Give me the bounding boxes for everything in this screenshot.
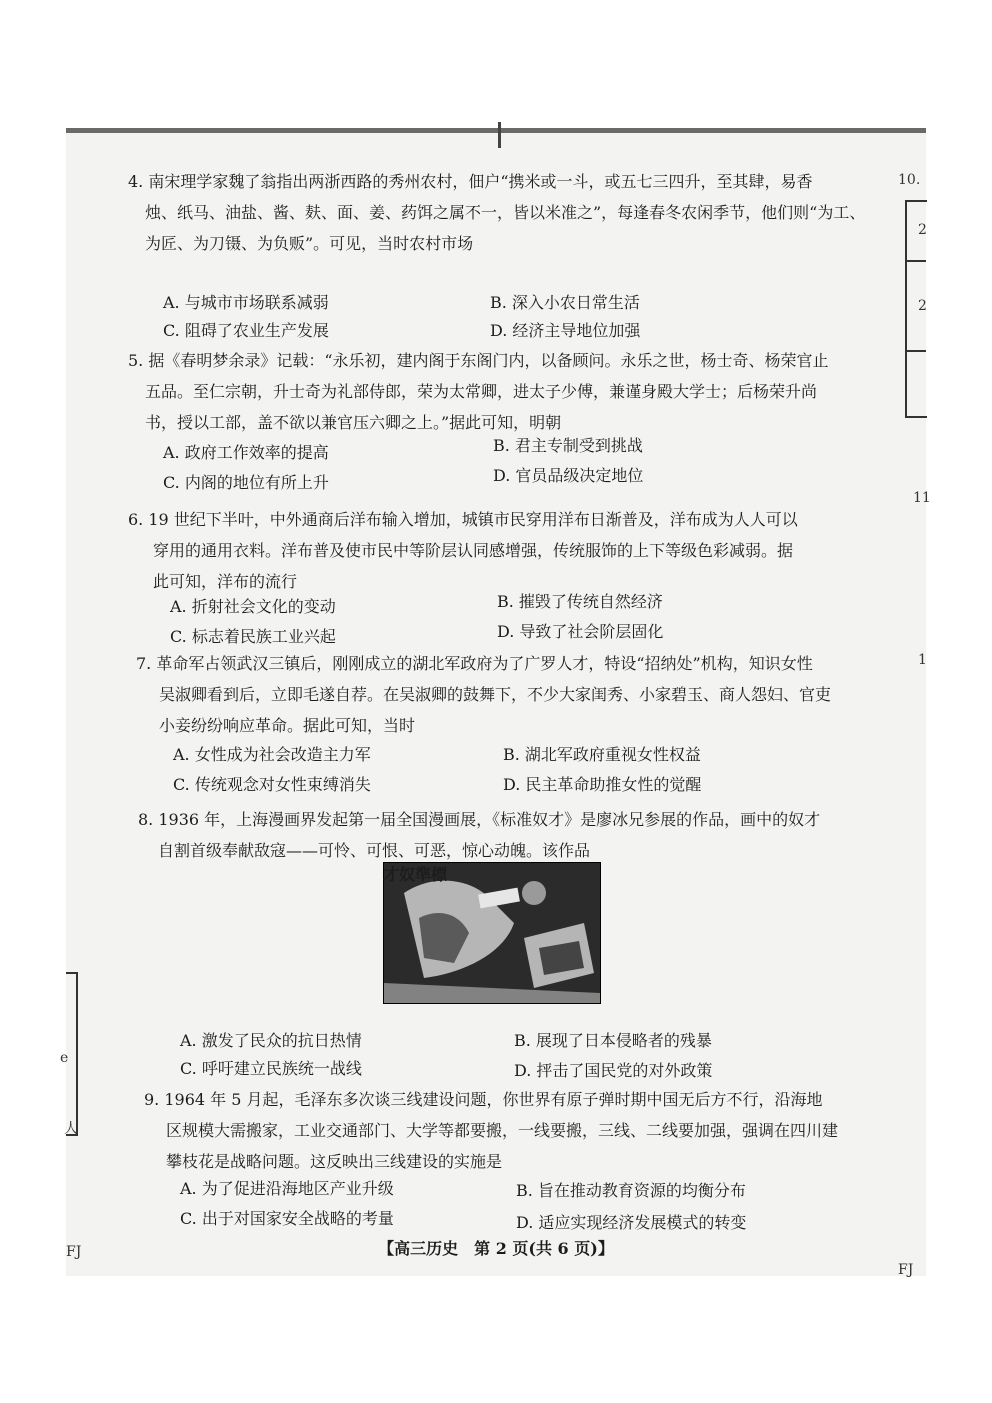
question-7-option-c[interactable]: C. 传统观念对女性束缚消失 [173, 775, 371, 794]
question-5-line-3: 书，授以工部，盖不欲以兼官压六卿之上。”据此可知，明朝 [145, 413, 562, 432]
question-5 [128, 345, 848, 438]
question-6 [128, 504, 848, 597]
edge-table-cell-2: 2 [918, 298, 927, 314]
question-7-line-1: 7. 革命军占领武汉三镇后，刚刚成立的湖北军政府为了广罗人才，特设“招纳处”机构，知识女性 [136, 654, 813, 673]
question-4 [128, 166, 866, 259]
edge-question-mark: 1 [918, 652, 927, 668]
question-6-option-b[interactable]: B. 摧毁了传统自然经济 [497, 592, 663, 611]
question-9-option-d[interactable]: D. 适应实现经济发展模式的转变 [516, 1213, 747, 1232]
question-5-option-c[interactable]: C. 内阁的地位有所上升 [163, 473, 329, 492]
binding-mark [498, 122, 501, 148]
question-5-option-b[interactable]: B. 君主专制受到挑战 [493, 436, 643, 455]
question-9-option-a[interactable]: A. 为了促进沿海地区产业升级 [180, 1179, 394, 1198]
question-4-option-c[interactable]: C. 阻碍了农业生产发展 [163, 321, 329, 340]
question-8 [128, 804, 848, 866]
question-7-option-d[interactable]: D. 民主革命助推女性的觉醒 [503, 775, 702, 794]
question-8-option-c[interactable]: C. 呼吁建立民族统一战线 [180, 1059, 362, 1078]
question-5-option-d[interactable]: D. 官员品级决定地位 [493, 466, 644, 485]
question-8-option-a[interactable]: A. 激发了民众的抗日热情 [180, 1031, 362, 1050]
question-6-line-1: 6. 19 世纪下半叶，中外通商后洋布输入增加，城镇市民穿用洋布日渐普及，洋布成为人人可以 [128, 510, 798, 529]
question-6-line-3: 此可知，洋布的流行 [153, 572, 298, 591]
question-9-line-1: 9. 1964 年 5 月起，毛泽东多次谈三线建设问题，你世界有原子弹时期中国无后方不行，沿海地 [144, 1090, 823, 1109]
cartoon-caption: 才奴準標 [383, 865, 448, 884]
question-6-option-d[interactable]: D. 导致了社会阶层固化 [497, 622, 664, 641]
question-7 [128, 648, 848, 741]
top-border-line [66, 128, 926, 133]
edge-left-cell-2: 人 [64, 1121, 78, 1137]
question-6-option-a[interactable]: A. 折射社会文化的变动 [170, 597, 336, 616]
question-7-option-b[interactable]: B. 湖北军政府重视女性权益 [503, 745, 701, 764]
question-8-line-2: 自割首级奉献敌寇——可怜、可恨、可恶，惊心动魄。该作品 [158, 841, 591, 860]
question-9-option-b[interactable]: B. 旨在推动教育资源的均衡分布 [516, 1181, 746, 1200]
edge-left-bottom: FJ [66, 1244, 82, 1260]
question-4-option-d[interactable]: D. 经济主导地位加强 [490, 321, 641, 340]
page-footer: 【高三历史 第 2 页(共 6 页)】 [378, 1239, 614, 1258]
question-4-line-1: 4. 南宋理学家魏了翁指出两浙西路的秀州农村，佃户“携米或一斗，或五七三四升，至其肆，易香 [128, 172, 813, 191]
edge-question-11: 11 [913, 490, 931, 506]
question-9-line-2: 区规模大需搬家，工业交通部门、大学等都要搬，一线要搬，三线、二线要加强，强调在四川建 [166, 1121, 839, 1140]
question-8-option-b[interactable]: B. 展现了日本侵略者的残暴 [514, 1031, 712, 1050]
edge-table-cell-1: 2 [918, 222, 927, 238]
edge-table-divider-2 [905, 350, 926, 352]
question-7-line-2: 吴淑卿看到后，立即毛遂自荐。在吴淑卿的鼓舞下，不少大家闺秀、小家碧玉、商人怨妇、官吏 [159, 685, 832, 704]
question-4-line-2: 烛、纸马、油盐、酱、麸、面、姜、药饵之属不一，皆以米准之”，每逢春冬农闲季节，他们则“为工、 [145, 203, 866, 222]
question-7-line-3: 小妾纷纷响应革命。据此可知，当时 [159, 716, 416, 735]
edge-question-10: 10. [898, 172, 921, 188]
question-4-option-b[interactable]: B. 深入小农日常生活 [490, 293, 640, 312]
question-4-line-3: 为匠、为刀镊、为负贩”。可见，当时农村市场 [145, 234, 474, 253]
edge-right-bottom: FJ [898, 1262, 914, 1278]
question-5-line-2: 五品。至仁宗朝，升士奇为礼部侍郎，荣为太常卿，进太子少傅，兼谨身殿大学士；后杨荣升尚 [145, 382, 818, 401]
question-7-option-a[interactable]: A. 女性成为社会改造主力军 [173, 745, 371, 764]
question-8-line-1: 8. 1936 年，上海漫画界发起第一届全国漫画展，《标准奴才》是廖冰兄参展的作品，画中的奴才 [138, 810, 821, 829]
question-9 [128, 1084, 848, 1177]
edge-table-divider [905, 260, 926, 262]
question-9-line-3: 攀枝花是战略问题。这反映出三线建设的实施是 [166, 1152, 503, 1171]
question-9-option-c[interactable]: C. 出于对国家安全战略的考量 [180, 1209, 394, 1228]
question-6-option-c[interactable]: C. 标志着民族工业兴起 [170, 627, 336, 646]
edge-left-cell-1: e [60, 1050, 69, 1066]
question-8-option-d[interactable]: D. 抨击了国民党的对外政策 [514, 1061, 713, 1080]
question-4-option-a[interactable]: A. 与城市市场联系减弱 [163, 293, 329, 312]
question-5-line-1: 5. 据《春明梦余录》记载：“永乐初，建内阁于东阁门内，以备顾问。永乐之世，杨士奇、杨荣官止 [128, 351, 829, 370]
question-6-line-2: 穿用的通用衣料。洋布普及使市民中等阶层认同感增强，传统服饰的上下等级色彩减弱。据 [153, 541, 794, 560]
question-5-option-a[interactable]: A. 政府工作效率的提高 [163, 443, 329, 462]
